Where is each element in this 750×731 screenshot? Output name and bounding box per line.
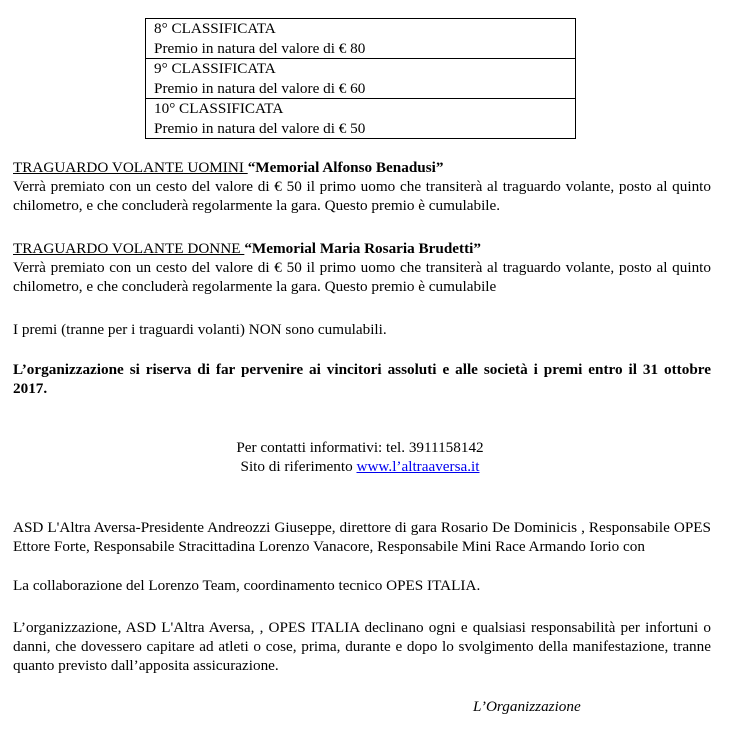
table-row <box>146 59 576 99</box>
prize-cell <box>146 99 576 139</box>
men-section-heading <box>13 158 711 177</box>
collaboration-text: La collaborazione del Lorenzo Team, coordinamento tecnico OPES ITALIA. <box>13 577 481 594</box>
site-prefix: Sito di riferimento <box>240 458 357 475</box>
women-memorial-title: “Memorial Maria Rosaria Brudetti” <box>244 240 481 257</box>
table-row <box>146 19 576 59</box>
men-section-label: TRAGUARDO VOLANTE UOMINI <box>13 159 248 176</box>
delivery-note: L’organizzazione si riserva di far pervenire ai vincitori assoluti e alle società i premi entro il 31 ottobre 2017. <box>13 361 711 397</box>
contact-site <box>0 457 720 476</box>
women-section-heading <box>13 239 711 258</box>
contact-phone: Per contatti informativi: tel. 3911158142 <box>236 439 484 456</box>
women-section-text: Verrà premiato con un cesto del valore di € 50 il primo uomo che transiterà al traguardo volante, posto al quinto chilometro, e che concluderà regolarmente la gara. Questo premio è cumulabile <box>13 259 711 295</box>
women-flying-finish-section <box>13 239 711 296</box>
prize-description: Premio in natura del valore di € 60 <box>154 79 366 97</box>
prize-cell <box>146 19 576 59</box>
prize-description: Premio in natura del valore di € 80 <box>154 39 366 57</box>
signature: L’Organizzazione <box>473 698 581 715</box>
staff-text: ASD L'Altra Aversa-Presidente Andreozzi Giuseppe, direttore di gara Rosario De Dominicis , Responsabile OPES Ettore Forte, Responsabile Stracittadina Lorenzo Vanacore, Responsabile Mini Race Armando Iorio con <box>13 519 711 555</box>
prize-place: 10° CLASSIFICATA <box>154 100 284 117</box>
prize-table <box>145 18 576 139</box>
prize-description: Premio in natura del valore di € 50 <box>154 119 366 137</box>
women-section-label: TRAGUARDO VOLANTE DONNE <box>13 240 245 257</box>
prize-cell <box>146 59 576 99</box>
prize-place: 8° CLASSIFICATA <box>154 20 276 37</box>
men-flying-finish-section <box>13 158 711 215</box>
men-memorial-title: “Memorial Alfonso Benadusi” <box>247 159 444 176</box>
cumulative-note: I premi (tranne per i traguardi volanti) NON sono cumulabili. <box>13 321 387 338</box>
men-section-text: Verrà premiato con un cesto del valore di € 50 il primo uomo che transiterà al traguardo volante, posto al quinto chilometro, e che concluderà regolarmente la gara. Questo premio è cumulabile. <box>13 178 711 214</box>
prize-place: 9° CLASSIFICATA <box>154 60 276 77</box>
table-row <box>146 99 576 139</box>
site-link[interactable]: www.l’altraaversa.it <box>356 458 480 475</box>
disclaimer-text: L’organizzazione, ASD L'Altra Aversa, , OPES ITALIA declinano ogni e qualsiasi responsabilità per infortuni o danni, che dovessero capitare ad atleti o cose, prima, durante e dopo lo svolgimento della manifestazione, tranne quanto previsto dall’apposita assicurazione. <box>13 619 711 674</box>
